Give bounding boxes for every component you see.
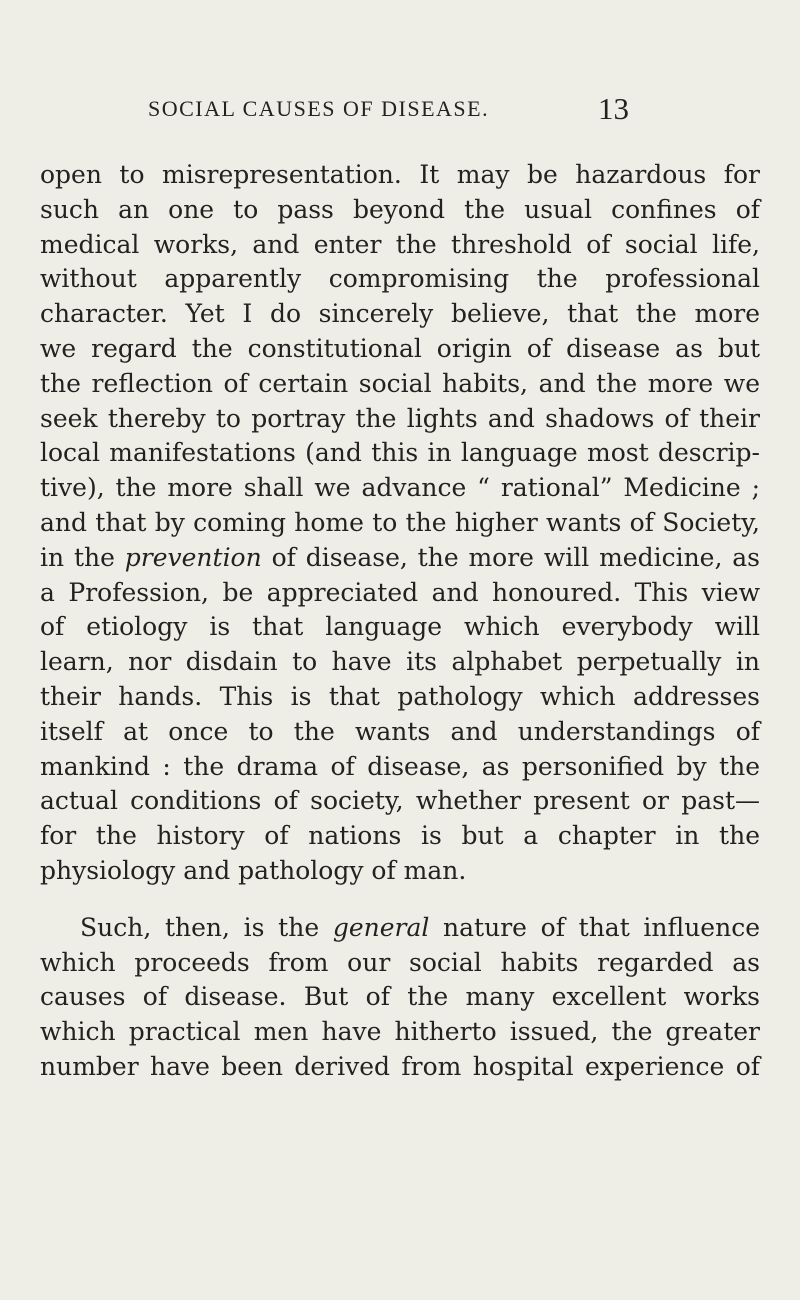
text-line: character. Yet I do sincerely believe, that the more	[40, 299, 760, 329]
text-line: physiology and pathology of man.	[40, 855, 467, 885]
running-title: SOCIAL CAUSES OF DISEASE.	[148, 96, 490, 121]
text-line: causes of disease. But of the many excellent works	[40, 982, 760, 1012]
text-line: itself at once to the wants and understandings of	[40, 716, 760, 746]
line-text: of disease, the more will medicine, as	[261, 542, 760, 572]
text-line: their hands. This is that pathology which addresses	[40, 681, 760, 711]
italic-word: general	[332, 912, 430, 942]
paragraph-2	[40, 911, 760, 1085]
text-line: for the history of nations is but a chapter in the	[40, 821, 760, 851]
text-line: without apparently compromising the professional	[40, 264, 760, 294]
text-line: actual conditions of society, whether present or past—	[40, 786, 760, 816]
text-line: a Profession, be appreciated and honoured. This view	[40, 577, 760, 607]
text-line: medical works, and enter the threshold of social life,	[40, 229, 760, 259]
text-line: and that by coming home to the higher wants of Society,	[40, 507, 760, 537]
text-line	[40, 541, 760, 576]
text-line: mankind : the drama of disease, as personified by the	[40, 751, 760, 781]
text-line: which proceeds from our social habits regarded as	[40, 947, 760, 977]
italic-word: prevention	[124, 542, 262, 572]
text-line: such an one to pass beyond the usual confines of	[40, 194, 760, 224]
text-line	[40, 911, 760, 946]
paragraph-1	[40, 158, 760, 889]
text-line: number have been derived from hospital experience of	[40, 1051, 760, 1081]
line-text: nature of that influence	[429, 912, 760, 942]
body-text	[40, 158, 760, 1085]
text-line: of etiology is that language which everybody will	[40, 612, 760, 642]
page-number: 13	[598, 91, 629, 126]
text-line: tive), the more shall we advance “ rational” Medicine ;	[40, 473, 760, 503]
text-line: which practical men have hitherto issued, the greater	[40, 1017, 760, 1047]
text-line: open to misrepresentation. It may be hazardous for	[40, 160, 760, 189]
text-line: local manifestations (and this in language most descrip-	[40, 438, 760, 468]
text-line: seek thereby to portray the lights and shadows of their	[40, 403, 760, 433]
text-line: learn, nor disdain to have its alphabet perpetually in	[40, 647, 760, 677]
line-text: in the	[40, 542, 125, 572]
text-line: we regard the constitutional origin of disease as but	[40, 333, 760, 363]
text-line: the reflection of certain social habits, and the more we	[40, 368, 760, 398]
line-text: Such, then, is the	[80, 912, 333, 942]
